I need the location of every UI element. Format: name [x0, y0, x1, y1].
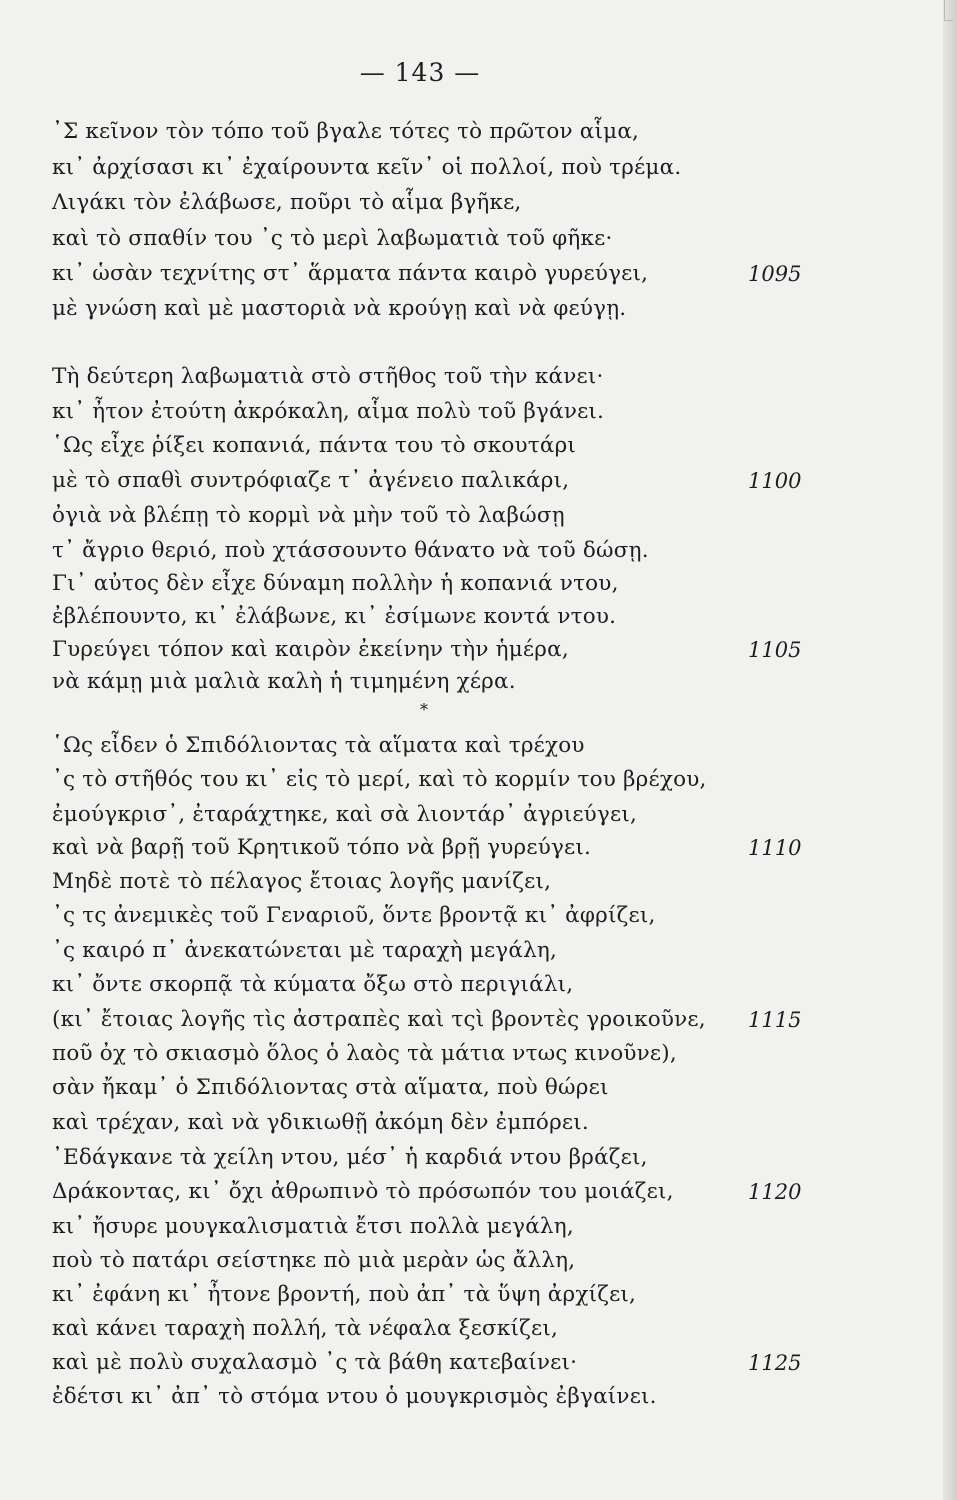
verse-line: καὶ νὰ βαρῇ τοῦ Κρητικοῦ τόπο νὰ βρῇ γυρεύγει. — [52, 835, 592, 860]
corner-mark — [944, 0, 953, 21]
verse-line: Λιγάκι τὸν ἐλάβωσε, ποῦρι τὸ αἷμα βγῆκε, — [52, 190, 522, 215]
verse-line: ᾿Σ κεῖνον τὸν τόπο τοῦ βγαλε τότες τὸ πρῶτον αἷμα, — [52, 119, 640, 144]
line-number: 1115 — [748, 1008, 802, 1032]
verse-line: κι᾿ ἤσυρε μουγκαλισματιὰ ἔτσι πολλὰ μεγάλη, — [52, 1214, 574, 1239]
verse-line: ποὺ τὸ πατάρι σείστηκε πὸ μιὰ μερὰν ὡς ἄλλη, — [52, 1248, 576, 1273]
verse-line: Μηδὲ ποτὲ τὸ πέλαγος ἔτοιας λογῆς μανίζει, — [52, 869, 552, 894]
line-number: 1125 — [748, 1351, 802, 1375]
verse-line: καὶ μὲ πολὺ συχαλασμὸ ᾿ς τὰ βάθη κατεβαίνει· — [52, 1350, 578, 1375]
verse-line: Δράκοντας, κι᾿ ὄχι ἀθρωπινὸ τὸ πρόσωπόν του μοιάζει, — [52, 1179, 674, 1204]
verse-line: κι᾿ ἀρχίσασι κι᾿ ἐχαίρουντα κεῖν᾿ οἱ πολλοί, ποὺ τρέμα. — [52, 155, 682, 180]
verse-line: Γι᾿ αὐτος δὲν εἶχε δύναμη πολλὴν ἡ κοπανιά ντου, — [52, 571, 619, 596]
line-number: 1095 — [748, 262, 802, 286]
verse-line: Τὴ δεύτερη λαβωματιὰ στὸ στῆθος τοῦ τὴν κάνει· — [52, 364, 604, 389]
verse-line: (κι᾿ ἔτοιας λογῆς τὶς ἀστραπὲς καὶ τςὶ βροντὲς γροικοῦνε, — [52, 1007, 706, 1032]
verse-line: ᾿ς τὸ στῆθός του κι᾿ εἰς τὸ μερί, καὶ τὸ κορμίν του βρέχου, — [52, 767, 707, 792]
line-number: 1120 — [748, 1180, 802, 1204]
verse-line: Γυρεύγει τόπον καὶ καιρὸν ἐκείνην τὴν ἡμέρα, — [52, 637, 569, 662]
verse-line: ῾Ως εἶχε ῥίξει κοπανιά, πάντα του τὸ σκουτάρι — [52, 433, 577, 458]
section-asterisk: * — [420, 700, 428, 719]
verse-line: ποῦ ὀχ τὸ σκιασμὸ ὅλος ὁ λαὸς τὰ μάτια ντως κινοῦνε), — [52, 1041, 677, 1066]
verse-line: κι᾿ ἦτον ἐτούτη ἀκρόκαλη, αἷμα πολὺ τοῦ βγάνει. — [52, 399, 605, 424]
verse-line: κι᾿ ὡσὰν τεχνίτης στ᾿ ἅρματα πάντα καιρὸ γυρεύγει, — [52, 261, 649, 286]
line-number: 1110 — [748, 836, 802, 860]
page-edge — [943, 0, 957, 1500]
verse-line: καὶ τρέχαν, καὶ νὰ γδικιωθῇ ἀκόμη δὲν ἐμπόρει. — [52, 1110, 589, 1135]
verse-line: καὶ τὸ σπαθίν του ᾿ς τὸ μερὶ λαβωματιὰ τοῦ φῆκε· — [52, 226, 613, 251]
verse-line: νὰ κάμῃ μιὰ μαλιὰ καλὴ ἡ τιμημένη χέρα. — [52, 669, 516, 694]
verse-line: ᾿ς τς ἀνεμικὲς τοῦ Γεναριοῦ, ὅντε βροντᾷ κι᾿ ἀφρίζει, — [52, 903, 656, 928]
verse-line: τ᾿ ἄγριο θεριό, ποὺ χτάσσουντο θάνατο νὰ τοῦ δώσῃ. — [52, 538, 649, 563]
verse-line: ἐδέτσι κι᾿ ἀπ᾿ τὸ στόμα ντου ὁ μουγκρισμὸς ἐβγαίνει. — [52, 1384, 657, 1409]
verse-line: ῾Ως εἶδεν ὁ Σπιδόλιοντας τὰ αἵματα καὶ τρέχου — [52, 733, 585, 758]
verse-line: μὲ τὸ σπαθὶ συντρόφιαζε τ᾿ ἀγένειο παλικάρι, — [52, 468, 570, 493]
verse-line: ἐμούγκρισ᾿, ἐταράχτηκε, καὶ σὰ λιοντάρ᾿ ἀγριεύγει, — [52, 802, 637, 827]
verse-line: κι᾿ ἐφάνη κι᾿ ἦτονε βροντή, ποὺ ἀπ᾿ τὰ ὕψη ἀρχίζει, — [52, 1282, 637, 1307]
verse-line: καὶ κάνει ταραχὴ πολλή, τὰ νέφαλα ξεσκίζει, — [52, 1316, 559, 1341]
verse-line: ὀγιὰ νὰ βλέπῃ τὸ κορμὶ νὰ μὴν τοῦ τὸ λαβώσῃ — [52, 503, 565, 528]
line-number: 1100 — [748, 469, 802, 493]
verse-line: σὰν ἤκαμ᾿ ὁ Σπιδόλιοντας στὰ αἵματα, ποὺ θώρει — [52, 1075, 609, 1100]
verse-line: ᾿Εδάγκανε τὰ χείλη ντου, μέσ᾿ ἡ καρδιά ντου βράζει, — [52, 1145, 648, 1170]
verse-line: ἐβλέπουντο, κι᾿ ἐλάβωνε, κι᾿ ἐσίμωνε κοντά ντου. — [52, 604, 617, 629]
verse-line: κι᾿ ὄντε σκορπᾷ τὰ κύματα ὄξω στὸ περιγιάλι, — [52, 972, 574, 997]
verse-line: μὲ γνώση καὶ μὲ μαστοριὰ νὰ κρούγῃ καὶ νὰ φεύγῃ. — [52, 296, 627, 321]
page-number: — 143 — — [359, 58, 481, 87]
line-number: 1105 — [748, 638, 802, 662]
verse-line: ᾿ς καιρό π᾿ ἀνεκατώνεται μὲ ταραχὴ μεγάλη, — [52, 938, 558, 963]
